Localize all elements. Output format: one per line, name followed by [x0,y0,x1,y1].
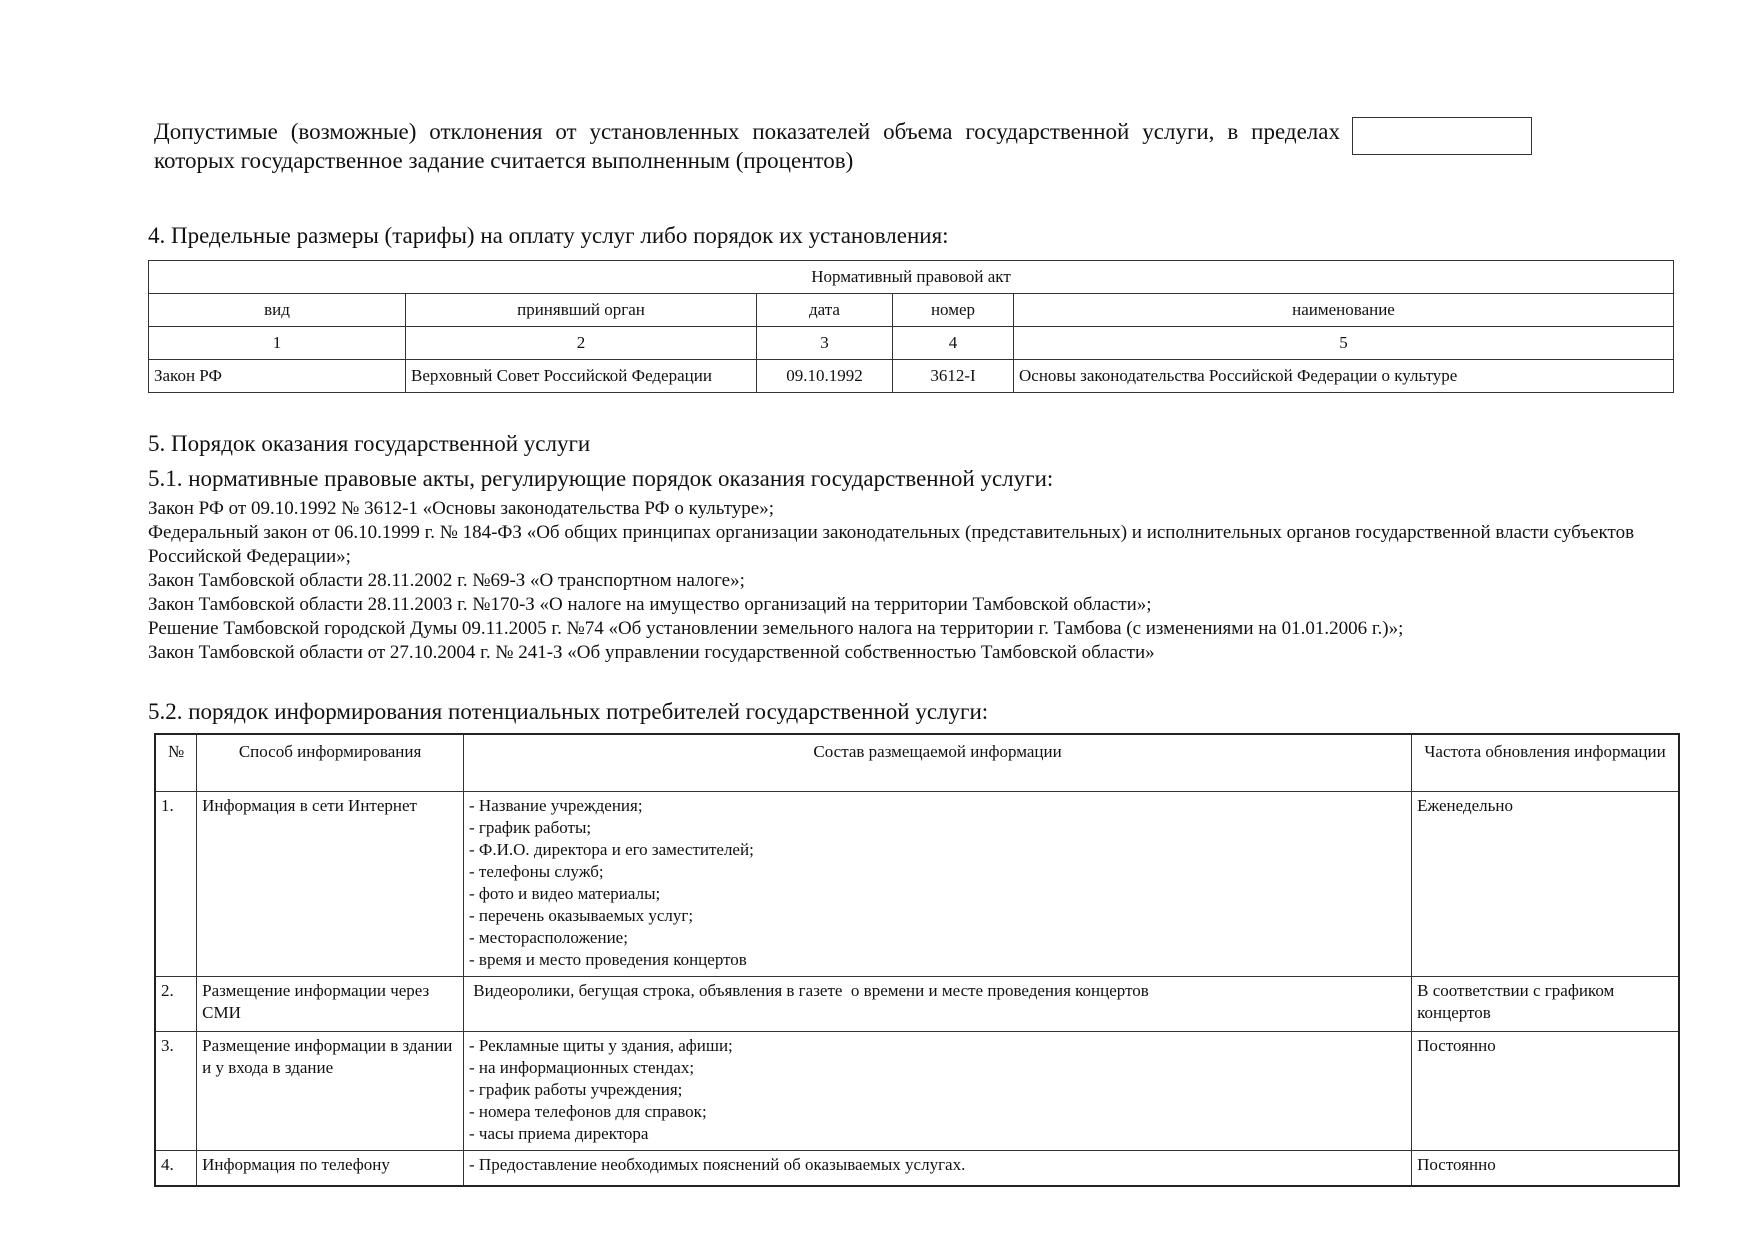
column-number: 1 [149,327,406,360]
info-line: - график работы учреждения; [469,1080,683,1099]
info-content [464,1032,1412,1151]
tariff-table [148,260,1674,393]
legal-acts-list [148,497,1648,665]
row-number: 2. [155,977,197,1032]
info-line: - на информационных стендах; [469,1058,695,1077]
column-header: дата [757,294,893,327]
section-5-1-heading: 5.1. нормативные правовые акты, регулирующие порядок оказания государственной услуги: [148,466,1054,491]
table-row [155,977,1679,1032]
column-header: Частота обновления информации [1412,734,1679,792]
info-line: - месторасположение; [469,928,628,947]
info-content [464,977,1412,1032]
section-4-heading: 4. Предельные размеры (тарифы) на оплату услуг либо порядок их установления: [148,223,949,248]
table-row [155,1151,1679,1187]
info-method: Размещение информации в здании и у входа в здание [197,1032,464,1151]
legal-act-item: Закон Тамбовской области от 27.10.2004 г. № 241-З «Об управлении государственной собственностью Тамбовской области» [148,642,1155,663]
row-number: 4. [155,1151,197,1187]
section-5-2-heading: 5.2. порядок информирования потенциальных потребителей государственной услуги: [148,699,989,724]
info-frequency: Еженедельно [1412,792,1679,977]
table-cell: Закон РФ [149,360,406,393]
table-cell: Основы законодательства Российской Федерации о культуре [1014,360,1674,393]
table-group-header: Нормативный правовой акт [149,261,1674,294]
column-header: номер [893,294,1014,327]
table-row [155,1032,1679,1151]
table-cell: 09.10.1992 [757,360,893,393]
row-number: 1. [155,792,197,977]
legal-act-item: Закон РФ от 09.10.1992 № 3612-1 «Основы законодательства РФ о культуре»; [148,498,774,519]
info-line: Видеоролики, бегущая строка, объявления в газете о времени и месте проведения концертов [469,981,1149,1000]
table-row [149,360,1674,393]
info-frequency: Постоянно [1412,1032,1679,1151]
table-header-row [155,734,1679,792]
column-header: наименование [1014,294,1674,327]
column-number-row [149,327,1674,360]
info-line: - номера телефонов для справок; [469,1102,707,1121]
table-row [155,792,1679,977]
row-number: 3. [155,1032,197,1151]
info-line: - телефоны служб; [469,862,604,881]
info-method: Размещение информации через СМИ [197,977,464,1032]
deviation-value-box [1352,117,1532,155]
information-table [154,733,1680,1187]
column-number: 3 [757,327,893,360]
column-header: Состав размещаемой информации [464,734,1412,792]
legal-act-item: Решение Тамбовской городской Думы 09.11.2005 г. №74 «Об установлении земельного налога на территории г. Тамбова (с изменениями на 01.01.2006 г.)»; [148,618,1404,639]
table-cell: 3612-I [893,360,1014,393]
column-header: № [155,734,197,792]
info-content [464,1151,1412,1187]
info-line: - график работы; [469,818,592,837]
info-content [464,792,1412,977]
info-method: Информация по телефону [197,1151,464,1187]
info-line: - Предоставление необходимых пояснений об оказываемых услугах. [469,1155,966,1174]
info-line: - Ф.И.О. директора и его заместителей; [469,840,754,859]
column-header: Способ информирования [197,734,464,792]
column-number: 5 [1014,327,1674,360]
legal-act-item: Закон Тамбовской области 28.11.2003 г. №170-З «О налоге на имущество организаций на территории Тамбовской области»; [148,594,1152,615]
column-number: 2 [406,327,757,360]
table-header-row [149,294,1674,327]
column-header: принявший орган [406,294,757,327]
legal-act-item: Закон Тамбовской области 28.11.2002 г. №69-З «О транспортном налоге»; [148,570,745,591]
column-number: 4 [893,327,1014,360]
info-line: - время и место проведения концертов [469,950,747,969]
table-cell: Верховный Совет Российской Федерации [406,360,757,393]
column-header: вид [149,294,406,327]
info-frequency: В соответствии с графиком концертов [1412,977,1679,1032]
info-line: - Название учреждения; [469,796,643,815]
info-line: - фото и видео материалы; [469,884,661,903]
deviation-text: Допустимые (возможные) отклонения от установленных показателей объема государственной услуги, в пределах которых государственное задание считается выполненным (процентов) [154,119,1340,173]
info-line: - перечень оказываемых услуг; [469,906,694,925]
info-line: - Рекламные щиты у здания, афиши; [469,1036,733,1055]
info-line: - часы приема директора [469,1124,649,1143]
info-frequency: Постоянно [1412,1151,1679,1187]
section-5-heading: 5. Порядок оказания государственной услуги [148,431,591,456]
legal-act-item: Федеральный закон от 06.10.1999 г. № 184-ФЗ «Об общих принципах организации законодательных (представительных) и исполнительных органов государственной власти субъектов Российской Федерации»; [148,522,1635,567]
info-method: Информация в сети Интернет [197,792,464,977]
